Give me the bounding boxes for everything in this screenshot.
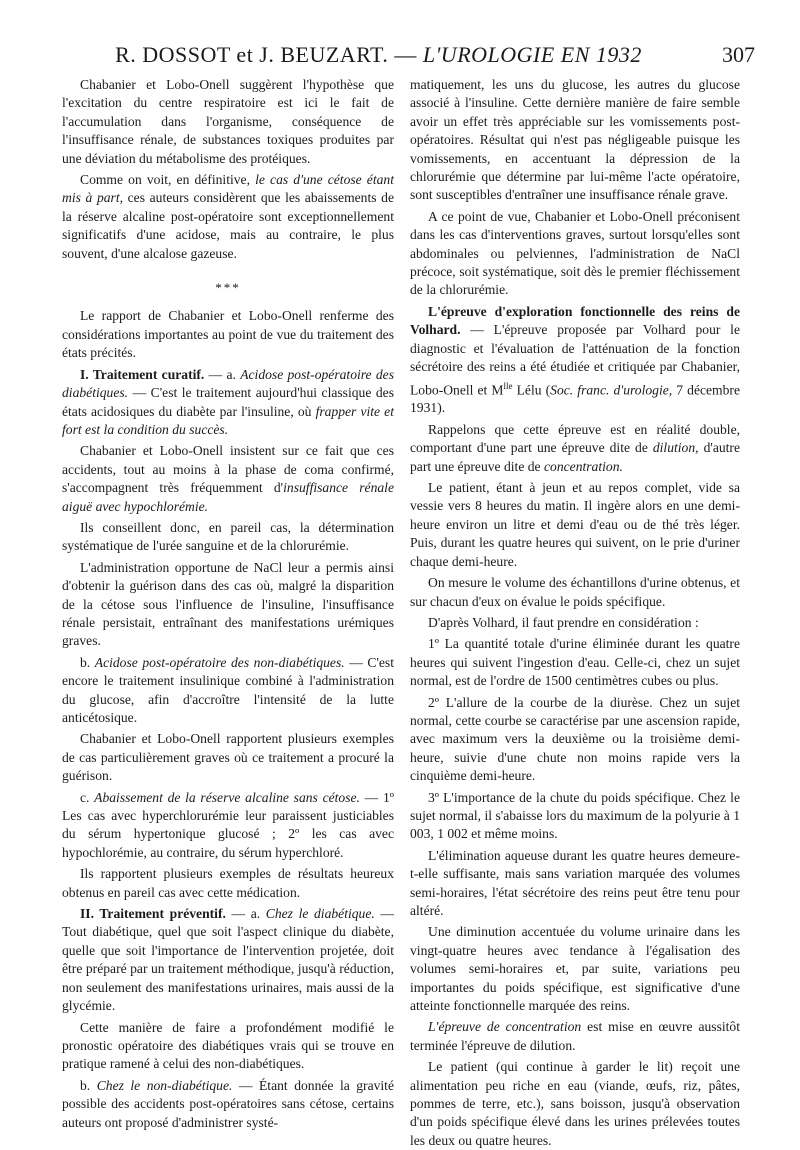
text-run: Chabanier et Lobo-Onell insistent sur ce fait que ces accidents, tout au moins à la phase de coma confirmé, s'accompagnent très fréquemment d' <box>62 443 394 496</box>
paragraph <box>62 654 394 728</box>
running-head-authors: R. DOSSOT et J. BEUZART. — <box>115 42 423 67</box>
page-header <box>62 42 755 74</box>
page-number: 307 <box>722 42 755 67</box>
section-heading: L'épreuve d'exploration fonctionnelle des reins de Volhard. <box>410 303 740 338</box>
italic-text: L'épreuve de concentration <box>428 1019 582 1035</box>
text-run: — C'est le traitement aujourd'hui classique des états acidosiques du diabète par l'insuline, où <box>62 385 394 419</box>
text-run: — a. <box>225 906 266 922</box>
italic-text: le cas d'une cétose étant mis à part, <box>62 172 394 206</box>
superscript: lle <box>503 380 513 391</box>
left-column <box>62 76 395 1130</box>
italic-text: frapper vite et fort est la condition du succès. <box>62 403 394 437</box>
text-run: Rappelons que cette épreuve est en réalité double, comportant d'une part une épreuve dite de <box>410 421 740 456</box>
paragraph: matiquement, les uns du glucose, les autres du glucose associé à l'insuline. Cette dernière manière de faire semble avoir un effet très appréciable sur les vomissements post-opératoires. Résultat qui n'est pas négligeable puisque les vomissements, en accentuant la dépression de la chlorurémie que détermine par lui-même l'acte opératoire, sont susceptibles d'entraîner une insuffisance rénale grave. <box>410 77 740 203</box>
paragraph: Le patient, étant à jeun et au repos complet, vide sa vessie vers 8 heures du matin. Il ingère alors en une demi-heure environ un litre et demi d'eau ou de thé très léger. Puis, durant les quatre heures qui suivent, on le prie d'uriner chaque demi-heure. <box>410 480 740 569</box>
paragraph <box>62 366 394 440</box>
paragraph <box>410 303 740 418</box>
text-run: — C'est encore le traitement insulinique combiné à l'administration du glucose, afin d'accroître l'intensité de la lutte anticétosique. <box>62 654 395 725</box>
paragraph: L'élimination aqueuse durant les quatre heures demeure-t-elle suffisante, mais sans variation marquée des volumes semi-horaires, l'état sécrétoire des reins peut être tenu pour altéré. <box>410 847 740 918</box>
text-run: ces auteurs considèrent que les abaissements de la réserve alcaline post-opératoire sont exceptionnellement significatifs d'une acidose, mais au contraire, le plus souvent, d'une alcalose gazeuse. <box>62 190 394 261</box>
italic-text: insuffisance rénale aiguë avec hypochlorémie. <box>62 480 394 514</box>
paragraph: L'administration opportune de NaCl leur a permis ainsi d'obtenir la guérison dans des cas où, malgré la disparition de la cétose sous l'influence de l'insuline, l'insuffisance rénale persistait, entraînant des manifestations urémiques graves. <box>62 559 394 649</box>
italic-text: Chez le non-diabétique. <box>96 1077 233 1093</box>
paragraph: 3º L'importance de la chute du poids spécifique. Chez le sujet normal, il s'abaisse lors du maximum de la polyurie à 1 003, 1 002 et même moins. <box>410 789 740 842</box>
paragraph: Une diminution accentuée du volume urinaire dans les vingt-quatre heures avec tendance à l'égalisation des volumes semi-horaires et, par suite, variations peu importantes du poids spécifique, est significative d'une atteinte fonctionnelle marquée des reins. <box>410 924 740 1014</box>
paragraph: Le rapport de Chabanier et Lobo-Onell renferme des considérations importantes au point de vue du traitement des états précités. <box>62 308 394 361</box>
paragraph: Chabanier et Lobo-Onell rapportent plusieurs exemples de cas particulièrement graves où ce traitement a procuré la guérison. <box>62 731 394 784</box>
section-separator: *** <box>215 280 241 296</box>
text-run: Lélu ( <box>512 382 551 398</box>
text-run: b. <box>80 654 95 670</box>
text-run: est mise en œuvre aussitôt terminée l'épreuve de dilution. <box>410 1019 740 1053</box>
text-run: c. <box>80 789 95 805</box>
right-column <box>410 76 740 1148</box>
running-head-title: L'UROLOGIE EN 1932 <box>422 42 642 67</box>
running-head <box>62 42 695 68</box>
paragraph: 2º L'allure de la courbe de la diurèse. Chez un sujet normal, cette courbe se caractérise par une ascension rapide, avec maximum vers la deuxième ou la troisième demi-heure, suivie d'une chute non moins rapide vers la cinquième demi-heure. <box>410 694 740 784</box>
paragraph <box>62 171 394 263</box>
text-run: — 1º Les cas avec hyperchlorurémie leur paraissent justiciables du sérum hypertonique glucosé ; 2º les cas avec hypochlorémie, au contraire, du sérum hyperchloré. <box>62 789 394 860</box>
paragraph <box>410 1018 740 1055</box>
italic-text: concentration. <box>544 458 623 474</box>
text-run: 7 décembre 1931). <box>410 382 740 416</box>
paragraph: Le patient (qui continue à garder le lit) reçoit une alimentation peu riche en eau (viande, œufs, riz, pâtes, pommes de terre, etc.), sans boisson, jusqu'à observation d'un poids spécifique élevé dans les urines prélevées toutes les deux ou quatre heures. <box>410 1059 740 1148</box>
paragraph: Ils rapportent plusieurs exemples de résultats heureux obtenus en pareil cas avec cette médication. <box>62 866 394 900</box>
italic-text: Soc. franc. d'urologie, <box>550 382 673 398</box>
paragraph <box>62 789 394 863</box>
paragraph: Chabanier et Lobo-Onell suggèrent l'hypothèse que l'excitation du centre respiratoire est ici le fait de l'accumulation dans l'organisme, conséquence de l'insuffisance rénale, de substances toxiques produites par une déviation du métabolisme des protéiques. <box>62 77 394 166</box>
text-run: b. <box>80 1077 97 1093</box>
section-heading: II. Traitement préventif. <box>80 906 226 922</box>
text-run: — Étant donnée la gravité possible des accidents post-opératoires sans cétose, certains auteurs ont proposé d'administrer systé- <box>62 1077 394 1130</box>
section-heading: I. Traitement curatif. <box>80 366 205 382</box>
paragraph: A ce point de vue, Chabanier et Lobo-Onell préconisent dans les cas d'interventions graves, surtout lorsqu'elles sont abdominales ou pelviennes, l'administration de NaCl précoce, soit systématique, soit dès le premier fléchissement de la chlorurémie. <box>410 208 740 298</box>
paragraph <box>62 442 394 516</box>
paragraph: 1º La quantité totale d'urine éliminée durant les quatre heures qui suivent l'ingestion d'eau. Celle-ci, chez un sujet normal, est de l'ordre de 1500 centimètres cubes ou plus. <box>410 636 740 689</box>
text-run: — L'épreuve proposée par Volhard pour le diagnostic et l'évaluation de l'atténuation de la fonction sécrétoire des reins a été étudiée et critiquée par Chabanier, Lobo-Onell et M <box>410 322 740 398</box>
paragraph: On mesure le volume des échantillons d'urine obtenus, et sur chacun d'eux on évalue le poids spécifique. <box>410 575 740 609</box>
paragraph: D'après Volhard, il faut prendre en considération : <box>428 614 699 630</box>
paragraph <box>62 905 394 1015</box>
text-run: Comme on voit, en définitive, <box>80 172 256 188</box>
italic-text: dilution, <box>652 440 699 456</box>
italic-text: Acidose post-opératoire des non-diabétiques. <box>94 654 345 670</box>
italic-text: Abaissement de la réserve alcaline sans cétose. <box>94 789 360 805</box>
text-run: d'autre part une épreuve dite de <box>410 440 740 474</box>
paragraph: Cette manière de faire a profondément modifié le pronostic opératoire des diabétiques vrais qui se trouve en pratique ramené à celui des non-diabétiques. <box>62 1019 394 1072</box>
paragraph <box>410 421 740 476</box>
text-run: — a. <box>204 366 241 382</box>
paragraph <box>62 1077 394 1132</box>
italic-text: Chez le diabétique. <box>265 906 375 922</box>
paragraph: Ils conseillent donc, en pareil cas, la détermination systématique de l'urée sanguine et de la chlorurémie. <box>62 519 394 554</box>
italic-text: Acidose post-opératoire des diabétiques. <box>62 366 394 401</box>
text-run: — Tout diabétique, quel que soit l'aspect clinique du diabète, quelle que soit l'importance de l'intervention projetée, doit être préparé par un traitement méthodique, jusqu'à réduction, non seulement des manifestations urinaires, mais aussi de la glycémie. <box>62 906 394 1014</box>
